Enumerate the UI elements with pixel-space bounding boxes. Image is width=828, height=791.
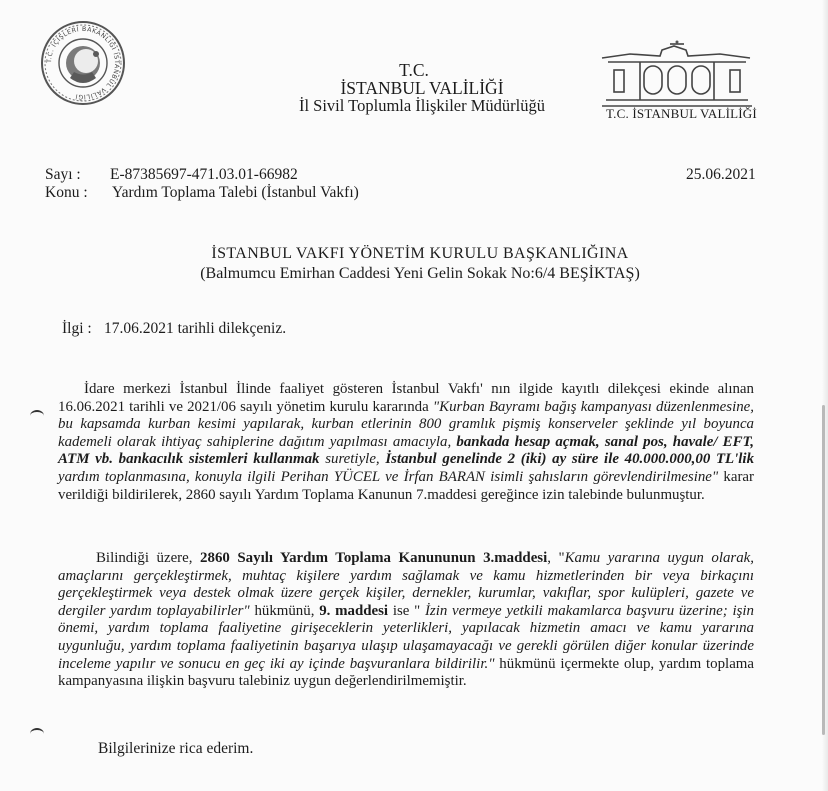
svg-text:T.C. İÇİŞLERİ BAKANLIĞI İSTANB: T.C. İÇİŞLERİ BAKANLIĞI İSTANBUL VALİLİĞİ [45, 25, 121, 101]
p2-law-ref: 2860 Sayılı Yardım Toplama Kanununun 3.maddesi [200, 550, 548, 566]
header-tc: T.C. [399, 60, 429, 80]
p1-amount: İstanbul genelinde 2 (iki) ay süre ile 40.000.000,00 TL'lik [385, 451, 755, 468]
p2-conclusion: hükmünü içermekte olup, yardım toplama kampanyasına ilişkin başvuru talebiniz uygun değerlendirilmemiştir. [58, 655, 754, 690]
p2-article9: 9. maddesi [319, 602, 389, 619]
margin-mark [30, 410, 44, 422]
recipient-title: İSTANBUL VAKFI YÖNETİM KURULU BAŞKANLIĞINA [211, 245, 629, 262]
konu-value: Yardım Toplama Talebi (İstanbul Vakfı) [112, 184, 359, 201]
closing-line: Bilgilerinize rica ederim. [98, 740, 254, 757]
ilgi-value: 17.06.2021 tarihli dilekçeniz. [104, 320, 287, 337]
header-governorate: İSTANBUL VALİLİĞİ [340, 78, 504, 98]
scrollbar-thumb[interactable] [822, 405, 825, 735]
p2-article9-quote: İzin vermeye yetkili makamlarca başvuru üzerine; işin önemi, yardım toplama faaliyetine girişeceklerin yeterlikleri, yapılacak hizmetin amacı ve kamu yararına uygunluğu, yardım toplama faaliyetinin başarıya ulaşıp ulaşamayacağı ve gerekli görülen diğer konular üzerinde inceleme yapılır ve sonucu en geç iki ay içinde başvuranlara bildirilir." [58, 602, 754, 672]
konu-label: Konu : [45, 184, 88, 201]
p2-article3-quote: Kamu yararına uygun olarak, amaçlarını gerçekleştirmek, muhtaç kişilere yardım sağlamak ve kamu hizmetlerinden bir veya birkaçını gerçekleştirmek veya destek olmak üzere gerçek kişiler, dernekler, kurumlar, vakıflar, spor kulüpleri, gazete ve dergiler yardım toplayabilirler" [58, 550, 755, 619]
p2-sep1: , " [547, 550, 565, 566]
p1-suretiyle: suretiyle, [319, 451, 386, 468]
p1-banking-methods: bankada hesap açmak, sanal pos, havale/ EFT, ATM vb. bankacılık sistemleri kullanmak [58, 433, 754, 468]
document-date: 25.06.2021 [686, 166, 756, 183]
p1-quote: "Kurban Bayramı bağış kampanyası düzenlenmesine, bu kapsamda kurban kesimi yapılarak, kurban etlerinin 800 gramlık pişmiş konserveler şeklinde yıl boyunca kademeli olarak ihtiyaç sahiplerine dağıtım yapılması amacıyla, [58, 398, 755, 450]
header-directorate: İl Sivil Toplumla İlişkiler Müdürlüğü [298, 96, 546, 115]
p1-quote-end: yardım toplanmasına, konuyla ilgili Perihan YÜCEL ve İrfan BARAN isimli şahısların görevlendirilmesine" [58, 468, 719, 485]
p2-hukmunu: hükmünü, [249, 602, 320, 619]
ilgi-label: İlgi : [62, 320, 92, 337]
p2-ise: ise " [388, 602, 425, 619]
margin-mark [30, 728, 44, 740]
building-caption: T.C. İSTANBUL VALİLİĞİ [606, 106, 757, 121]
recipient-address: (Balmumcu Emirhan Caddesi Yeni Gelin Sokak No:6/4 BEŞİKTAŞ) [200, 265, 640, 282]
p2-intro: Bilindiği üzere, [96, 550, 201, 566]
p1-text: İdare merkezi İstanbul İlinde faaliyet gösteren İstanbul Vakfı' nın ilgide kayıtlı dilekçesi ekinde alınan 16.06.2021 tarihli ve 2021/06 sayılı yönetim kurulu kararında [58, 381, 754, 415]
p1-conclusion: karar verildiği bildirilerek, 2860 sayılı Yardım Toplama Kanunun 7.maddesi gereğince izin talebinde bulunmuştur. [58, 468, 754, 503]
body-paragraph-1 [58, 381, 754, 504]
sayi-label: Sayı : [45, 166, 81, 183]
sayi-value: E-87385697-471.03.01-66982 [110, 166, 298, 183]
body-paragraph-2 [58, 550, 754, 691]
